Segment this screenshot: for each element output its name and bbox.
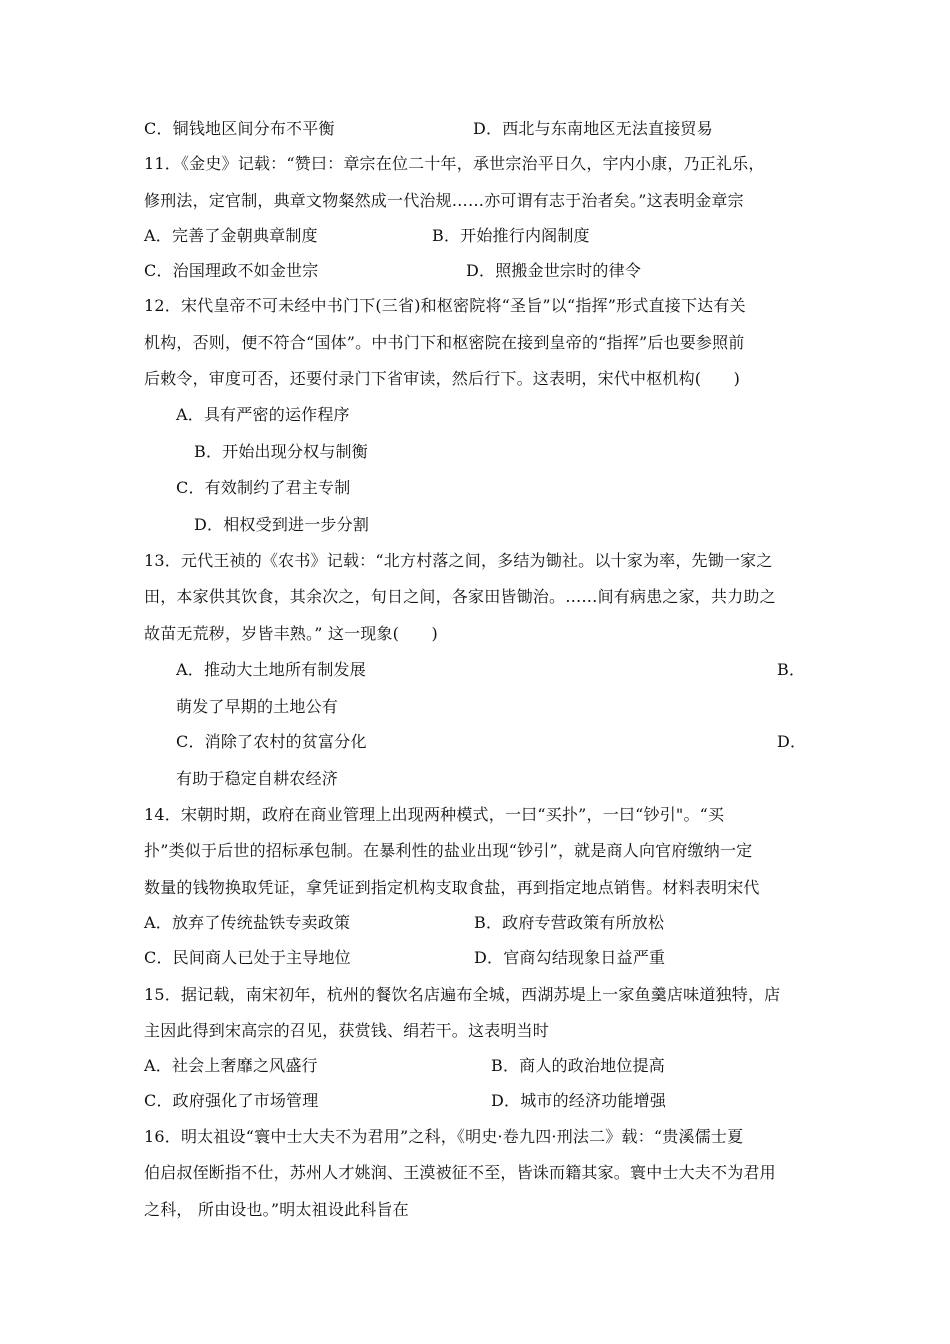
q13-option-b-letter[interactable]: B． bbox=[777, 660, 806, 679]
q14-option-c[interactable]: C．民间商人已处于主导地位 bbox=[144, 948, 351, 967]
q11-option-c[interactable]: C．治国理政不如金世宗 bbox=[144, 261, 319, 280]
q10-option-d[interactable]: D．西北与东南地区无法直接贸易 bbox=[473, 119, 713, 138]
q16-stem-line-3: 之科， 所由设也。”明太祖设此科旨在 bbox=[144, 1200, 409, 1219]
q16-stem-line-1: 16．明太祖设“寰中士大夫不为君用”之科，《明史·卷九四·刑法二》载：“贵溪儒士夏 bbox=[144, 1127, 744, 1146]
q12-option-d[interactable]: D．相权受到进一步分割 bbox=[194, 515, 370, 534]
q16-stem-line-2: 伯启叔侄断指不仕，苏州人才姚润、王漠被征不至，皆诛而籍其家。寰中士大夫不为君用 bbox=[144, 1163, 776, 1182]
q11-option-a[interactable]: A．完善了金朝典章制度 bbox=[144, 226, 318, 245]
q12-stem-line-1: 12．宋代皇帝不可未经中书门下(三省)和枢密院将“圣旨”以“指挥”形式直接下达有关 bbox=[144, 296, 746, 315]
q14-stem-line-3: 数量的钱物换取凭证，拿凭证到指定机构支取食盐，再到指定地点销售。材料表明宋代 bbox=[144, 878, 760, 897]
q12-stem-line-2: 机构，否则，便不符合“国体”。中书门下和枢密院在接到皇帝的“指挥”后也要参照前 bbox=[144, 333, 745, 352]
q13-option-d-letter[interactable]: D． bbox=[777, 732, 807, 751]
q14-option-b[interactable]: B．政府专营政策有所放松 bbox=[474, 913, 665, 932]
q12-stem-line-3: 后敕令，审度可否，还要付录门下省审读，然后行下。这表明，宋代中枢机构( ) bbox=[144, 369, 741, 388]
q13-stem-line-1: 13．元代王祯的《农书》记载：“北方村落之间，多结为锄社。以十家为率，先锄一家之 bbox=[144, 551, 773, 570]
q13-stem-line-3: 故苗无荒秽，岁皆丰熟。” 这一现象( ) bbox=[144, 624, 438, 643]
q15-stem-line-1: 15．据记载，南宋初年，杭州的餐饮名店遍布全城，西湖苏堤上一家鱼羹店味道独特，店 bbox=[144, 985, 781, 1004]
q14-option-a[interactable]: A．放弃了传统盐铁专卖政策 bbox=[144, 913, 351, 932]
q13-option-b-text[interactable]: 萌发了早期的土地公有 bbox=[176, 697, 339, 716]
q13-option-c[interactable]: C．消除了农村的贫富分化 bbox=[176, 732, 367, 751]
q14-stem-line-2: 扑”类似于后世的招标承包制。在暴利性的盐业出现“钞引”，就是商人向官府缴纳一定 bbox=[144, 841, 753, 860]
q12-option-b[interactable]: B．开始出现分权与制衡 bbox=[194, 442, 368, 461]
q11-option-d[interactable]: D．照搬金世宗时的律令 bbox=[466, 261, 642, 280]
q13-option-d-text[interactable]: 有助于稳定自耕农经济 bbox=[176, 769, 339, 788]
q12-option-a[interactable]: A．具有严密的运作程序 bbox=[176, 405, 350, 424]
q15-option-d[interactable]: D．城市的经济功能增强 bbox=[491, 1091, 667, 1110]
q10-option-c[interactable]: C．铜钱地区间分布不平衡 bbox=[144, 119, 335, 138]
q15-option-a[interactable]: A．社会上奢靡之风盛行 bbox=[144, 1056, 318, 1075]
q15-option-c[interactable]: C．政府强化了市场管理 bbox=[144, 1091, 319, 1110]
q13-option-a[interactable]: A．推动大土地所有制发展 bbox=[176, 660, 366, 679]
q14-stem-line-1: 14．宋朝时期，政府在商业管理上出现两种模式，一曰“买扑”，一曰“钞引"。“买 bbox=[144, 805, 725, 824]
q13-stem-line-2: 田，本家供其饮食，其余次之，旬日之间，各家田皆锄治。……间有病患之家，共力助之 bbox=[144, 587, 776, 606]
q12-option-c[interactable]: C．有效制约了君主专制 bbox=[176, 478, 351, 497]
q15-stem-line-2: 主因此得到宋高宗的召见，获赏钱、绢若干。这表明当时 bbox=[144, 1021, 550, 1040]
q11-option-b[interactable]: B．开始推行内阁制度 bbox=[432, 226, 590, 245]
q14-option-d[interactable]: D．官商勾结现象日益严重 bbox=[474, 948, 666, 967]
q11-stem-line-1: 11．《金史》记载：“赞曰：章宗在位二十年，承世宗治平日久，宇内小康，乃正礼乐， bbox=[144, 154, 765, 173]
q15-option-b[interactable]: B．商人的政治地位提高 bbox=[491, 1056, 665, 1075]
q11-stem-line-2: 修刑法，定官制，典章文物粲然成一代治规……亦可谓有志于治者矣。”这表明金章宗 bbox=[144, 191, 744, 210]
